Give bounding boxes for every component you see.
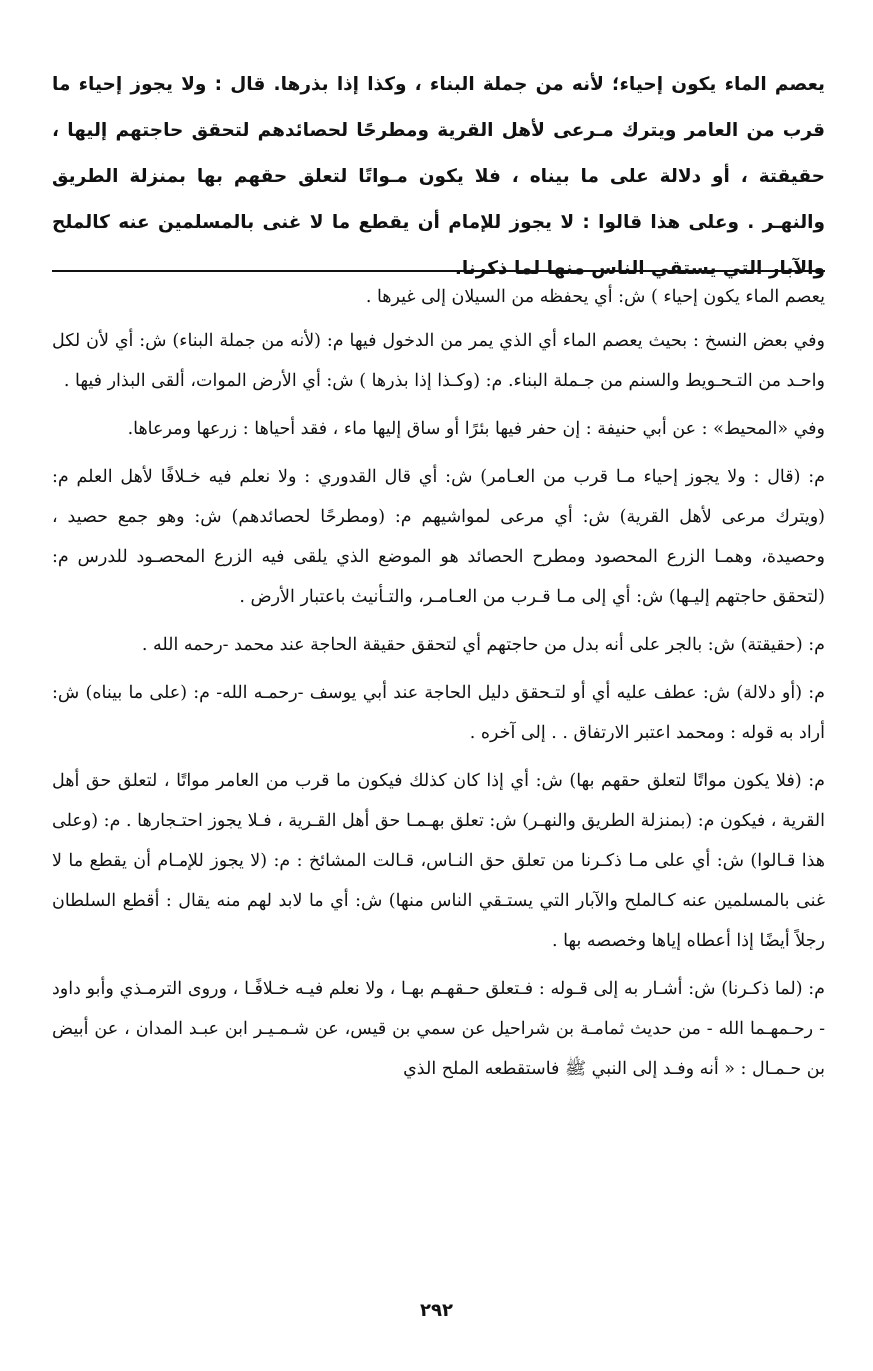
main-text [52,62,825,292]
main-text-paragraph: يعصم الماء يكون إحياء؛ لأنه من جملة البناء ، وكذا إذا بذرها. قال : ولا يجوز إحياء ما قرب من العامر ويترك مـرعى لأهل القرية ومطرحًا لحصائدهم لتحقق حاجتهم إليها ، حقيقتة ، أو دلالة على ما بيناه ، فلا يكون مـواتًا لتعلق حقهم بها بمنزلة الطريق والنهـر . وعلى هذا قالوا : لا يجوز للإمام أن يقطع ما لا غنى بالمسلمين عنه كالملح والآبار التي يستقي الناس منها لما ذكرنا. [52,74,825,279]
commentary-paragraph: م: (حقيقتة) ش: بالجر على أنه بدل من حاجتهم أي لتحقق حقيقة الحاجة عند محمد -رحمه الله . [141,635,825,655]
commentary-paragraph: وفي «المحيط» : عن أبي حنيفة : إن حفر فيها بئرًا أو ساق إليها ماء ، فقد أحياها : زرعها ومرعاها. [127,419,825,439]
commentary-paragraph: م: (أو دلالة) ش: عطف عليه أي أو لتـحقق دليل الحاجة عند أبي يوسف -رحمـه الله- م: (على ما بيناه) ش: أراد به قوله : ومحمد اعتبر الارتفاق . . إلى آخره . [52,683,825,743]
commentary-paragraph: يعصم الماء يكون إحياء ) ش: أي يحفظه من السيلان إلى غيرها . [365,287,825,307]
page-number: ٢٩٢ [420,1300,453,1321]
commentary-paragraph: م: (فلا يكون مواتًا لتعلق حقهم بها) ش: أي إذا كان كذلك فيكون ما قرب من العامر مواتًا ، لتعلق حق أهل القرية ، فيكون م: (بمنزلة الطريق والنهـر) ش: تعلق بهـمـا حق أهل القـرية ، فـلا يجوز احتـجارها . م: (وعلى هذا قـالوا) ش: أي على مـا ذكـرنا من تعلق حق النـاس، قـالت المشائخ : م: (لا يجوز للإمـام أن يقطع ما لا غنى بالمسلمين عنه كـالملح والآبار التي يستـقي الناس منها) ش: أي ما لابد لهم منه يقال : أقطع السلطان رجلاً أيضًا إذا أعطاه إياها وخصصه بها . [52,771,825,951]
separator-line [52,270,825,272]
commentary-paragraph: م: (لما ذكـرنا) ش: أشـار به إلى قـوله : فـتعلق حـقهـم بهـا ، ولا نعلم فيـه خـلافًـا ، وروى الترمـذي وأبو داود - رحـمهـما الله - من حديث ثمامـة بن شراحيل عن سمي بن قيس، عن شـمـيـر ابن عبـد المدان ، عن أبيض بن حـمـال : « أنه وفـد إلى النبي ﷺ فاستقطعه الملح الذي [52,979,825,1079]
commentary-paragraph: م: (قال : ولا يجوز إحياء مـا قرب من العـامر) ش: أي قال القدوري : ولا نعلم فيه خـلافًا لأهل العلم م: (ويترك مرعى لأهل القرية) ش: أي مرعى لمواشيهم م: (ومطرحًا لحصائدهم) ش: وهو جمع حصيد ، وحصيدة، وهمـا الزرع المحصود ومطرح الحصائد هو الموضع الذي يلقى فيه الزرع المحصـود للدرس م: (لتحقق حاجتهم إليـها) ش: أي إلى مـا قـرب من العـامـر، والتـأنيث باعتبار الأرض . [52,467,825,607]
commentary [52,277,825,1097]
book-page [52,62,825,1371]
commentary-paragraph: وفي بعض النسخ : بحيث يعصم الماء أي الذي يمر من الدخول فيها م: (لأنه من جملة البناء) ش: أي لأن لكل واحـد من التـحـويط والسنم من جـملة البناء. م: (وكـذا إذا بذرها ) ش: أي الأرض الموات، ألقى البذار فيها . [52,331,825,391]
